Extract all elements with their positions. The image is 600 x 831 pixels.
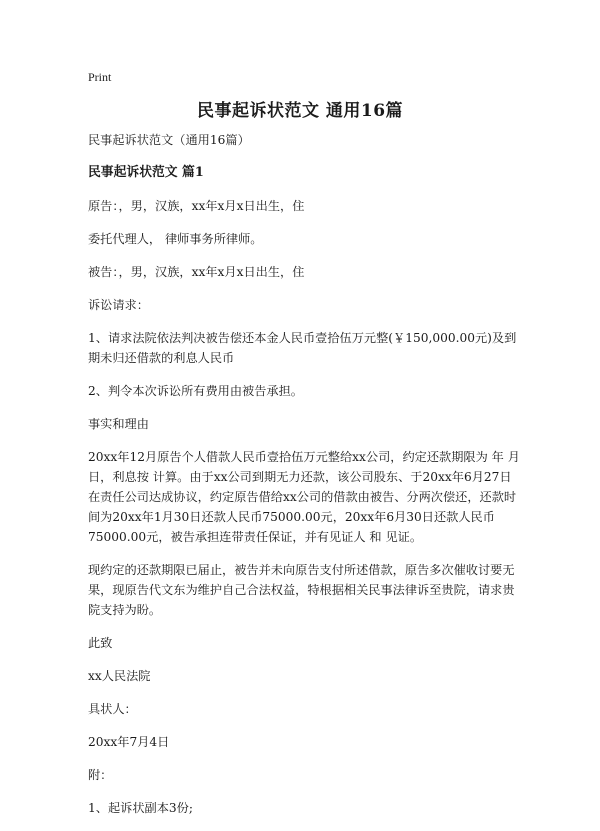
paragraph-reasons: 现约定的还款期限已届止，被告并未向原告支付所述借款，原告多次催收讨要无果，现原告代文东为维护自己合法权益，特根据相关民事法律诉至贵院，请求贵院支持为盼。 bbox=[88, 563, 515, 617]
paragraph-agent: 委托代理人， 律师事务所律师。 bbox=[88, 232, 263, 246]
paragraph-facts-heading: 事实和理由 bbox=[88, 417, 149, 431]
paragraph-signer: 具状人： bbox=[88, 702, 137, 716]
paragraph-facts: 20xx年12月原告个人借款人民币壹拾伍万元整给xx公司，约定还款期限为 年 月 日，利息按 计算。由于xx公司到期无力还款，该公司股东、于20xx年6月27日在责任公司达成协议，约定原告借给xx公司的借款由被告、分两次偿还，还款时间为20xx年1月30日还款人民币75000.00元，20xx年6月30日还款人民币75000.00元，被告承担连带责任保证，并有见证人 和 见证。 bbox=[88, 450, 520, 544]
paragraph-claim-2: 2、判令本次诉讼所有费用由被告承担。 bbox=[88, 384, 303, 398]
paragraph-defendant: 被告：，男，汉族，xx年x月x日出生，住 bbox=[88, 265, 305, 279]
document-subtitle: 民事起诉状范文（通用16篇） bbox=[88, 133, 250, 147]
document-body bbox=[88, 130, 520, 831]
paragraph-date: 20xx年7月4日 bbox=[88, 735, 170, 749]
paragraph-plaintiff: 原告：，男，汉族，xx年x月x日出生，住 bbox=[88, 199, 305, 213]
print-label: Print bbox=[88, 70, 112, 84]
paragraph-attachment-1: 1、起诉状副本3份; bbox=[88, 801, 193, 815]
paragraph-claims-heading: 诉讼请求： bbox=[88, 298, 149, 312]
paragraph-claim-1: 1、请求法院依法判决被告偿还本金人民币壹拾伍万元整(￥150,000.00元)及到期未归还借款的利息人民币 bbox=[88, 331, 517, 365]
section-heading: 民事起诉状范文 篇1 bbox=[88, 165, 204, 180]
paragraph-court: xx人民法院 bbox=[88, 669, 151, 683]
paragraph-attachment-heading: 附： bbox=[88, 768, 113, 782]
document-title: 民事起诉状范文 通用16篇 bbox=[196, 101, 404, 121]
paragraph-salutation: 此致 bbox=[88, 636, 113, 650]
